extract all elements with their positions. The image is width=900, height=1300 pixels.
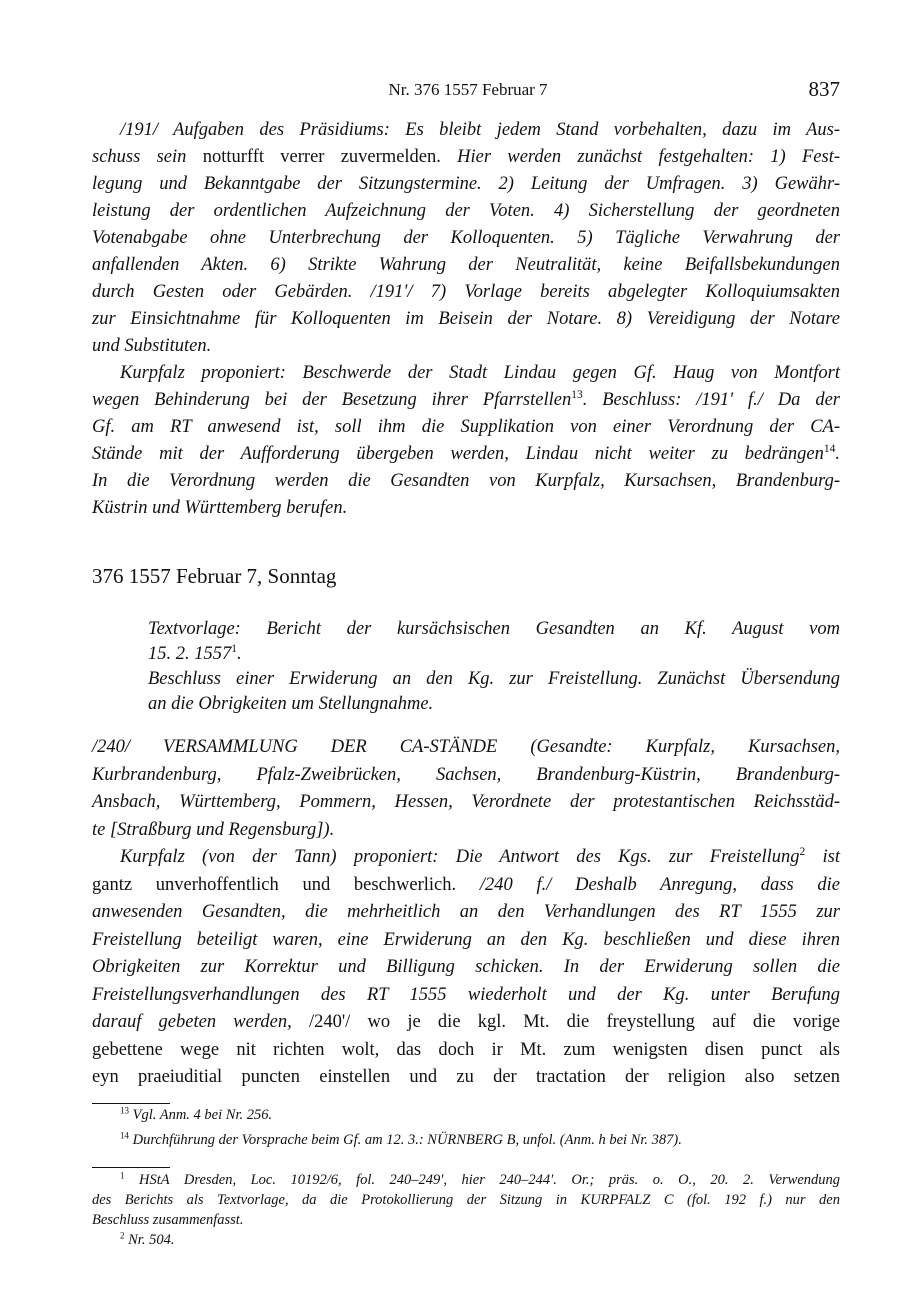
footnote-13: $^{13}$ Vgl. Anm. 4 bei Nr. 256.: [120, 1105, 273, 1123]
text-line: [92, 279, 840, 306]
entry-heading: 376 1557 Februar 7, Sonntag: [92, 564, 337, 588]
text-segment: /240'/ wo je die kgl. Mt. die freystellung auf die vorige: [308, 1012, 841, 1032]
text-segment: Stände mit der Aufforderung übergeben werden, Lindau nicht weiter zu bedrängen: [92, 444, 824, 464]
footnote-14: $^{14}$ Durchführung der Vorsprache beim Gf. am 12. 3.: NÜRNBERG B, unfol. (Anm. h bei Nr. 387).: [120, 1130, 682, 1148]
text-line: [148, 692, 840, 717]
footnote-2: $^2$ Nr. 504.: [120, 1230, 175, 1248]
text-segment: /191/ Aufgaben des Präsidiums: Es bleibt jedem Stand vorbehalten, dazu im Aus-: [120, 120, 840, 140]
paragraph: [92, 360, 840, 522]
footnote-reference: 1: [231, 643, 237, 656]
paragraph: [92, 117, 840, 360]
text-line: [92, 899, 840, 927]
text-line: [92, 789, 840, 817]
text-segment: anfallenden Akten. 6) Strikte Wahrung der Neutralität, keine Beifallsbekundungen: [92, 255, 840, 275]
text-line: [92, 1064, 840, 1092]
text-segment: Hier werden zunächst festgehalten: 1) Fest-: [440, 147, 840, 167]
footnote-1-line: $^1$ HStA Dresden, Loc. 10192/6, fol. 240–249', hier 240–244'. Or.; präs. o. O., 20. 2. Verwendung: [120, 1170, 841, 1188]
text-line: [92, 1009, 840, 1037]
text-line: [92, 441, 840, 468]
text-line: [92, 333, 840, 360]
text-segment: leistung der ordentlichen Aufzeichnung der Voten. 4) Sicherstellung der geordneten: [92, 201, 840, 221]
text-line: [92, 252, 840, 279]
paragraph: [92, 734, 840, 844]
paragraph: [92, 844, 840, 1092]
text-line: [148, 617, 840, 642]
text-segment: gantz unverhoffentlich und beschwerlich.: [92, 874, 457, 895]
text-segment: wegen Behinderung bei der Besetzung ihrer Pfarrstellen: [92, 390, 572, 410]
text-line: [92, 387, 840, 414]
text-line: [92, 734, 840, 762]
text-line: [92, 844, 840, 872]
text-segment: ist: [805, 847, 840, 867]
text-segment: an die Obrigkeiten um Stellungnahme.: [148, 694, 434, 714]
footnote-reference: 2: [799, 846, 806, 859]
text-line: [92, 495, 840, 522]
text-line: [92, 872, 840, 900]
footnote-divider: [92, 1167, 170, 1168]
footnote-1-line: des Berichts als Textvorlage, da die Protokollierung der Sitzung in KURPFALZ C (fol. 192 f.) nur den: [92, 1192, 840, 1208]
text-line: [92, 117, 840, 144]
text-segment: zur Einsichtnahme für Kolloquenten im Beisein der Notare. 8) Vereidigung der Notare: [92, 309, 840, 329]
text-segment: Beschluss einer Erwiderung an den Kg. zur Freistellung. Zunächst Übersendung: [148, 669, 840, 689]
text-line: [148, 642, 840, 667]
text-segment: Ansbach, Württemberg, Pommern, Hessen, Verordnete der protestantischen Reichsstäd-: [92, 792, 840, 812]
text-segment: Kurbrandenburg, Pfalz-Zweibrücken, Sachsen, Brandenburg-Küstrin, Brandenburg-: [92, 764, 840, 785]
text-line: [148, 667, 840, 692]
text-line: [92, 982, 840, 1010]
text-line: [92, 360, 840, 387]
text-line: [92, 414, 840, 441]
text-line: [92, 144, 840, 171]
text-segment: Küstrin und Württemberg berufen.: [92, 498, 348, 518]
entry-body-text: [92, 734, 840, 1092]
text-segment: . Beschluss: /191' f./ Da der: [582, 390, 840, 410]
text-segment: Kurpfalz proponiert: Beschwerde der Stadt Lindau gegen Gf. Haug von Montfort: [120, 363, 840, 383]
paragraph: [148, 667, 840, 717]
text-line: [92, 954, 840, 982]
text-segment: .: [236, 644, 242, 664]
text-segment: Freistellungsverhandlungen des RT 1555 wiederholt und der Kg. unter Berufung: [92, 984, 840, 1005]
footnote-1-line: Beschluss zusammenfasst.: [92, 1212, 244, 1228]
text-segment: gebettene wege nit richten wolt, das doch ir Mt. zum wenigsten disen punct als: [92, 1039, 840, 1060]
running-title: Nr. 376 1557 Februar 7: [388, 80, 548, 99]
footnotes-source: [92, 1170, 840, 1250]
text-segment: Gf. am RT anwesend ist, soll ihm die Supplikation von einer Verordnung der CA-: [92, 417, 840, 437]
text-segment: Freistellung beteiligt waren, eine Erwiderung an den Kg. beschließen und diese ihren: [92, 929, 840, 950]
footnote-divider: [92, 1103, 170, 1104]
page-number: 837: [808, 77, 840, 101]
text-line: [92, 171, 840, 198]
text-line: [92, 468, 840, 495]
text-segment: darauf gebeten werden,: [92, 1012, 309, 1032]
text-segment: 15. 2. 1557: [148, 644, 232, 664]
text-segment: /240/ VERSAMMLUNG DER CA-STÄNDE (Gesandte: Kurpfalz, Kursachsen,: [92, 737, 840, 757]
text-line: [92, 817, 840, 845]
text-segment: schuss sein: [92, 147, 203, 167]
text-segment: Obrigkeiten zur Korrektur und Billigung schicken. In der Erwiderung sollen die: [92, 957, 840, 977]
text-segment: Textvorlage: Bericht der kursächsischen Gesandten an Kf. August vom: [148, 619, 840, 639]
text-segment: und Substituten.: [92, 336, 212, 356]
text-segment: durch Gesten oder Gebärden. /191'/ 7) Vorlage bereits abgelegter Kolloquiumsakten: [92, 282, 840, 302]
previous-entry-text: [92, 117, 840, 522]
text-segment: te [Straßburg und Regensburg]).: [92, 819, 335, 840]
text-line: [92, 198, 840, 225]
text-line: [92, 225, 840, 252]
footnotes-numeric: [92, 1105, 840, 1150]
text-segment: anwesenden Gesandten, die mehrheitlich an den Verhandlungen des RT 1555 zur: [92, 902, 840, 922]
text-segment: eyn praeiuditial puncten einstellen und zu der tractation der religion also setzen: [92, 1067, 840, 1087]
text-line: [92, 306, 840, 333]
text-line: [92, 927, 840, 955]
text-segment: .: [835, 444, 840, 464]
textvorlage-summary: [148, 617, 840, 717]
text-line: [92, 762, 840, 790]
footnote-reference: 14: [823, 443, 836, 456]
footnote-reference: 13: [571, 389, 583, 402]
text-segment: Kurpfalz (von der Tann) proponiert: Die Antwort des Kgs. zur Freistellung: [120, 847, 800, 867]
text-segment: /240 f./ Deshalb Anregung, dass die: [456, 874, 840, 895]
text-line: [92, 1037, 840, 1065]
text-segment: legung und Bekanntgabe der Sitzungstermine. 2) Leitung der Umfragen. 3) Gewähr-: [92, 174, 840, 194]
text-segment: notturfft verrer zuvermelden.: [202, 147, 441, 167]
text-segment: Votenabgabe ohne Unterbrechung der Kolloquenten. 5) Tägliche Verwahrung der: [92, 228, 840, 248]
paragraph: [148, 617, 840, 667]
text-segment: In die Verordnung werden die Gesandten von Kurpfalz, Kursachsen, Brandenburg-: [92, 471, 840, 491]
